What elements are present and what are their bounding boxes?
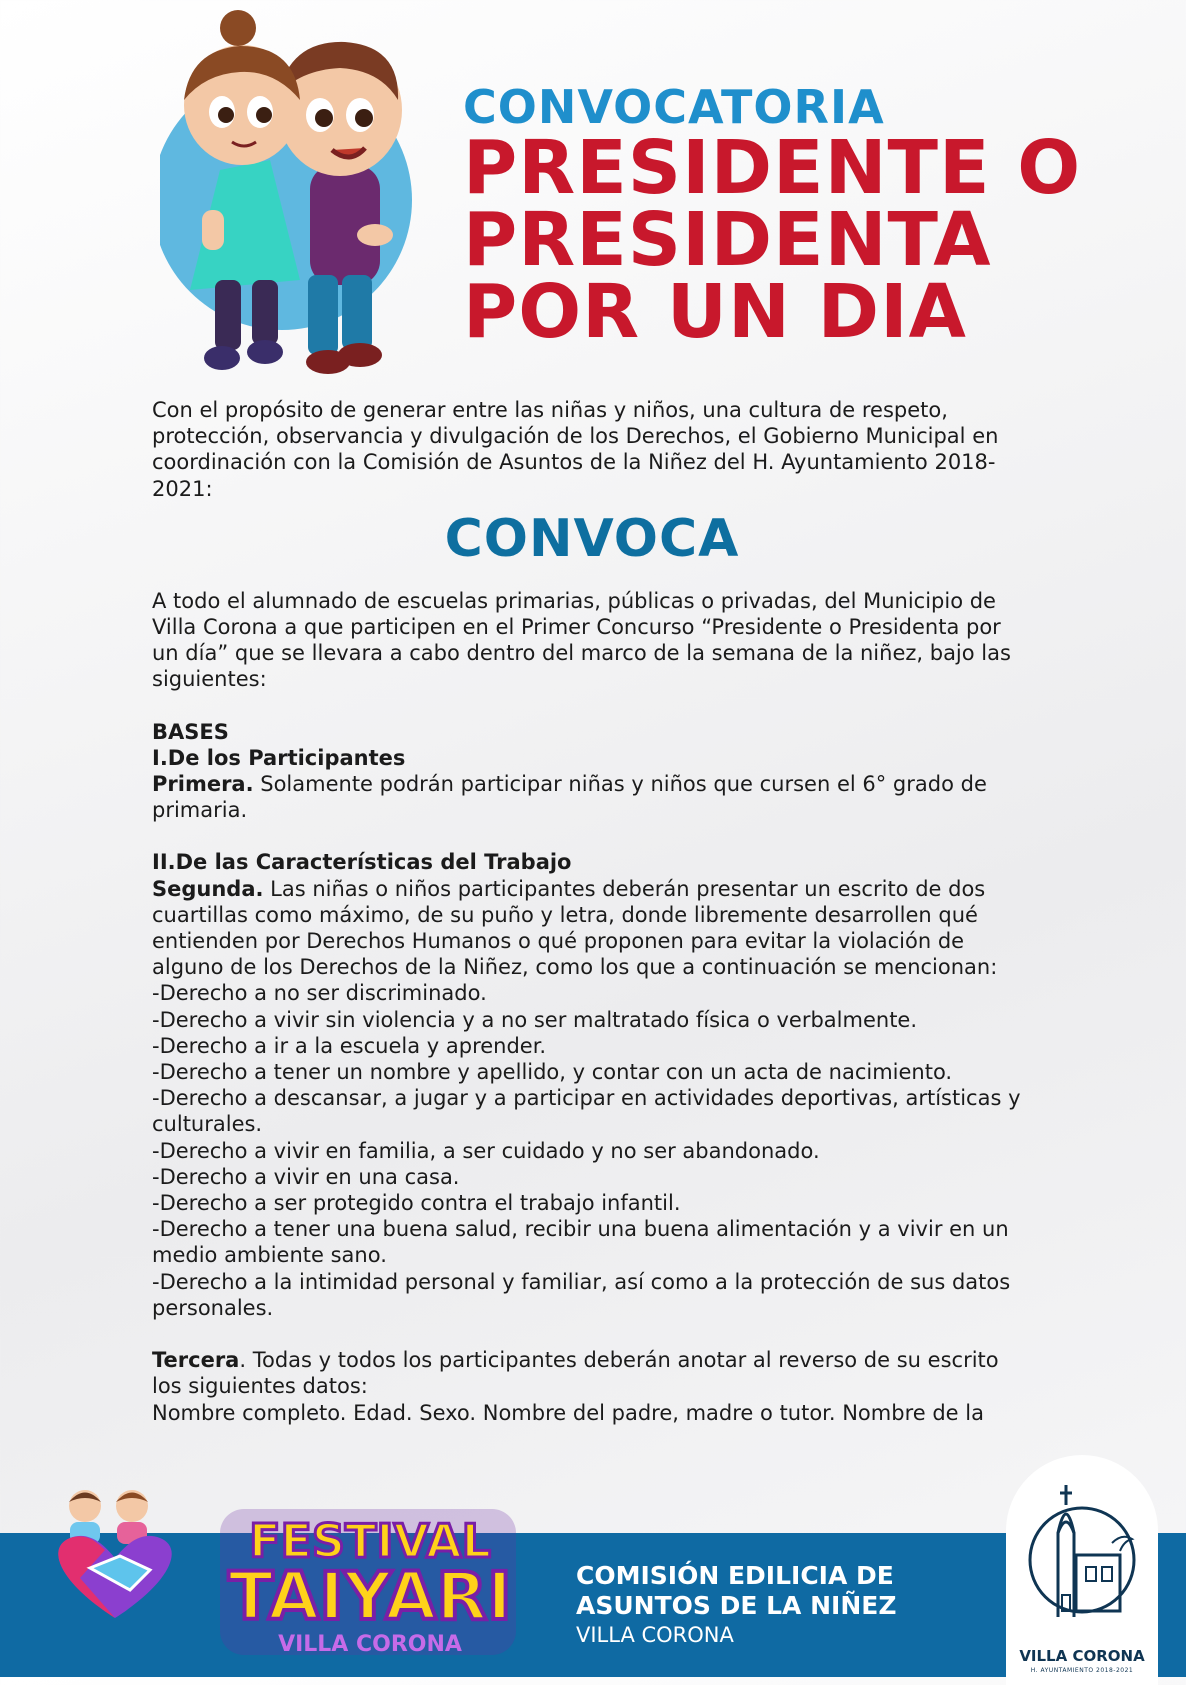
festival-name: TAIYARI <box>228 1558 512 1635</box>
call-paragraph: A todo el alumnado de escuelas primarias, públicas o privadas, del Municipio de Villa Corona a que participen en el Primer Concurso “Presidente o Presidenta por un día” que se llevara a cabo dentro del marco de la semana de la niñez, bajo las siguientes: <box>152 588 1011 692</box>
comision-label <box>576 1561 896 1649</box>
comision-line-1: COMISIÓN EDILICIA DE <box>576 1561 894 1590</box>
right-item: -Derecho a la intimidad personal y familiar, así como a la protección de sus datos personales. <box>152 1269 1011 1320</box>
tercera-paragraph <box>152 1347 1032 1399</box>
right-item: -Derecho a vivir en una casa. <box>152 1164 460 1189</box>
church-icon <box>1006 1455 1158 1645</box>
document-body <box>152 397 1032 1426</box>
convoca-heading: CONVOCA <box>444 508 740 569</box>
right-item: -Derecho a tener una buena salud, recibir una buena alimentación y a vivir en un medio ambiente sano. <box>152 1217 1009 1268</box>
right-item: -Derecho a vivir en familia, a ser cuidado y no ser abandonado. <box>152 1138 820 1163</box>
right-item: -Derecho a vivir sin violencia y a no ser maltratado física o verbalmente. <box>152 1007 918 1032</box>
primera-label: Primera. <box>152 772 254 797</box>
badge-subtitle: H. AYUNTAMIENTO 2018-2021 <box>1030 1667 1134 1674</box>
festival-word: FESTIVAL <box>249 1514 491 1568</box>
convocatoria-kicker: CONVOCATORIA <box>463 80 885 134</box>
kids-illustration <box>160 10 440 395</box>
title-line-2: PRESIDENTA <box>463 197 992 283</box>
right-item: -Derecho a ser protegido contra el trabajo infantil. <box>152 1191 681 1216</box>
festival-place: VILLA CORONA <box>278 1632 462 1657</box>
title-line-3: POR UN DIA <box>463 269 967 355</box>
villa-corona-badge <box>1006 1455 1158 1685</box>
title-block <box>463 80 1103 355</box>
segunda-text: Las niñas o niños participantes deberán presentar un escrito de dos cuartillas como máximo, de su puño y letra, donde libremente desarrollen qué entienden por Derechos Humanos o qué proponen para evitar la violación de alguno de los Derechos de la Niñez, como los que a continuación se mencionan: <box>152 876 998 980</box>
section1-heading: I.De los Participantes <box>152 745 406 770</box>
right-item: -Derecho a descansar, a jugar y a participar en actividades deportivas, artísticas y culturales. <box>152 1086 1021 1137</box>
tercera-text: . Todas y todos los participantes deberán anotar al reverso de su escrito los siguientes datos: <box>152 1348 999 1399</box>
comision-line-2: ASUNTOS DE LA NIÑEZ <box>576 1591 897 1620</box>
tercera-label: Tercera <box>152 1348 240 1373</box>
primera-text: Solamente podrán participar niñas y niños que cursen el 6° grado de primaria. <box>152 772 987 823</box>
festival-taiyari-logo <box>210 1503 530 1663</box>
comision-line-3: VILLA CORONA <box>576 1623 734 1647</box>
tercera-data-line: Nombre completo. Edad. Sexo. Nombre del padre, madre o tutor. Nombre de la <box>152 1400 984 1425</box>
right-item: -Derecho a tener un nombre y apellido, y contar con un acta de nacimiento. <box>152 1060 953 1085</box>
segunda-paragraph <box>152 876 1032 981</box>
header <box>0 0 1186 400</box>
bases-heading: BASES <box>152 719 229 744</box>
primera-paragraph <box>152 771 1032 823</box>
right-item: -Derecho a no ser discriminado. <box>152 981 487 1006</box>
right-item: -Derecho a ir a la escuela y aprender. <box>152 1033 547 1058</box>
segunda-label: Segunda. <box>152 876 264 901</box>
section2-heading: II.De las Características del Trabajo <box>152 850 572 875</box>
title-line-1: PRESIDENTE O <box>463 125 1082 211</box>
intro-paragraph: Con el propósito de generar entre las niñas y niños, una cultura de respeto, protección, observancia y divulgación de los Derechos, el Gobierno Municipal en coordinación con la Comisión de Asuntos de la Niñez del H. Ayuntamiento 2018-2021: <box>152 398 999 501</box>
handshake-logo-icon <box>40 1478 190 1628</box>
badge-name: VILLA CORONA <box>1019 1647 1145 1665</box>
